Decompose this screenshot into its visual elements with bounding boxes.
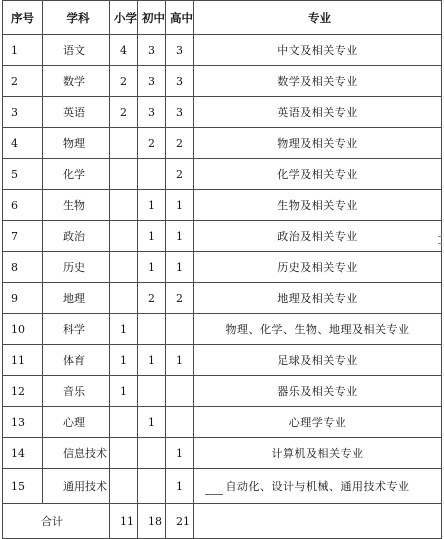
table-row [3, 438, 442, 469]
table-row [3, 407, 442, 438]
cell-major: 数学及相关专业 [194, 66, 442, 97]
cell-junior: 1 [138, 190, 166, 221]
cell-major: 计算机及相关专业 [194, 438, 442, 469]
cell-primary [110, 469, 138, 504]
cell-primary [110, 438, 138, 469]
cell-no: 6 [3, 190, 43, 221]
cell-junior: 1 [138, 221, 166, 252]
cell-subject: 心理 [43, 407, 110, 438]
cell-junior [138, 314, 166, 345]
cell-major: 化学及相关专业 [194, 159, 442, 190]
cell-subject: 信息技术 [43, 438, 110, 469]
cell-junior: 3 [138, 35, 166, 66]
table-row [3, 190, 442, 221]
cell-senior: 1 [166, 190, 194, 221]
cell-primary: 4 [110, 35, 138, 66]
cell-primary [110, 190, 138, 221]
cell-primary: 1 [110, 376, 138, 407]
cell-subject: 物理 [43, 128, 110, 159]
table-row [3, 97, 442, 128]
table-row [3, 66, 442, 97]
cell-primary: 2 [110, 66, 138, 97]
cell-primary [110, 252, 138, 283]
cell-primary: 1 [110, 345, 138, 376]
cell-junior [138, 159, 166, 190]
page-edge-marker [205, 494, 223, 498]
cell-primary [110, 221, 138, 252]
cell-major: 自动化、设计与机械、通用技术专业 [194, 469, 442, 504]
cell-no: 3 [3, 97, 43, 128]
cell-subject: 数学 [43, 66, 110, 97]
cell-senior: 3 [166, 66, 194, 97]
table-row [3, 314, 442, 345]
cell-senior: 1 [166, 438, 194, 469]
header-row [3, 1, 442, 35]
cell-primary [110, 128, 138, 159]
cell-senior: 3 [166, 35, 194, 66]
cell-junior: 2 [138, 128, 166, 159]
cell-junior [138, 438, 166, 469]
cell-no: 5 [3, 159, 43, 190]
scroll-edge-marker [438, 236, 442, 244]
header-no: 序号 [3, 1, 43, 35]
total-junior: 18 [138, 504, 166, 539]
total-primary: 11 [110, 504, 138, 539]
cell-junior: 3 [138, 66, 166, 97]
header-major: 专业 [194, 1, 442, 35]
total-senior: 21 [166, 504, 194, 539]
cell-junior [138, 376, 166, 407]
cell-subject: 语文 [43, 35, 110, 66]
cell-no: 10 [3, 314, 43, 345]
cell-junior: 1 [138, 345, 166, 376]
cell-subject: 英语 [43, 97, 110, 128]
cell-senior: 1 [166, 221, 194, 252]
cell-primary [110, 283, 138, 314]
cell-subject: 生物 [43, 190, 110, 221]
table-row [3, 283, 442, 314]
header-primary: 小学 [110, 1, 138, 35]
cell-subject: 历史 [43, 252, 110, 283]
cell-no: 11 [3, 345, 43, 376]
cell-no: 13 [3, 407, 43, 438]
total-major [194, 504, 442, 539]
cell-major: 物理及相关专业 [194, 128, 442, 159]
cell-major: 足球及相关专业 [194, 345, 442, 376]
cell-no: 8 [3, 252, 43, 283]
cell-senior: 1 [166, 345, 194, 376]
cell-no: 9 [3, 283, 43, 314]
cell-senior: 3 [166, 97, 194, 128]
cell-no: 4 [3, 128, 43, 159]
cell-senior: 2 [166, 159, 194, 190]
cell-primary [110, 407, 138, 438]
cell-major: 生物及相关专业 [194, 190, 442, 221]
header-junior: 初中 [138, 1, 166, 35]
cell-no: 1 [3, 35, 43, 66]
cell-senior [166, 407, 194, 438]
cell-major: 心理学专业 [194, 407, 442, 438]
cell-primary: 2 [110, 97, 138, 128]
header-senior: 高中 [166, 1, 194, 35]
cell-no: 7 [3, 221, 43, 252]
cell-subject: 体育 [43, 345, 110, 376]
cell-junior: 1 [138, 407, 166, 438]
cell-primary: 1 [110, 314, 138, 345]
cell-senior: 1 [166, 469, 194, 504]
total-row [3, 504, 442, 539]
cell-no: 12 [3, 376, 43, 407]
cell-junior: 2 [138, 283, 166, 314]
cell-no: 14 [3, 438, 43, 469]
header-subject: 学科 [43, 1, 110, 35]
table-row [3, 221, 442, 252]
cell-subject: 音乐 [43, 376, 110, 407]
cell-no: 2 [3, 66, 43, 97]
cell-subject: 通用技术 [43, 469, 110, 504]
table-row [3, 35, 442, 66]
cell-major: 物理、化学、生物、地理及相关专业 [194, 314, 442, 345]
cell-subject: 科学 [43, 314, 110, 345]
cell-senior: 2 [166, 128, 194, 159]
table-row [3, 469, 442, 504]
cell-junior [138, 469, 166, 504]
table-row [3, 159, 442, 190]
cell-major: 地理及相关专业 [194, 283, 442, 314]
cell-major: 英语及相关专业 [194, 97, 442, 128]
cell-subject: 政治 [43, 221, 110, 252]
table-body [3, 35, 442, 504]
cell-no: 15 [3, 469, 43, 504]
table-row [3, 345, 442, 376]
table-row [3, 128, 442, 159]
cell-senior: 2 [166, 283, 194, 314]
teacher-recruitment-table [2, 0, 442, 539]
total-label: 合计 [3, 504, 110, 539]
cell-junior: 3 [138, 97, 166, 128]
cell-senior [166, 314, 194, 345]
cell-junior: 1 [138, 252, 166, 283]
cell-major: 政治及相关专业 [194, 221, 442, 252]
cell-major: 器乐及相关专业 [194, 376, 442, 407]
cell-subject: 化学 [43, 159, 110, 190]
cell-major: 历史及相关专业 [194, 252, 442, 283]
cell-senior: 1 [166, 252, 194, 283]
table-row [3, 252, 442, 283]
cell-primary [110, 159, 138, 190]
cell-senior [166, 376, 194, 407]
table-row [3, 376, 442, 407]
cell-major: 中文及相关专业 [194, 35, 442, 66]
cell-subject: 地理 [43, 283, 110, 314]
